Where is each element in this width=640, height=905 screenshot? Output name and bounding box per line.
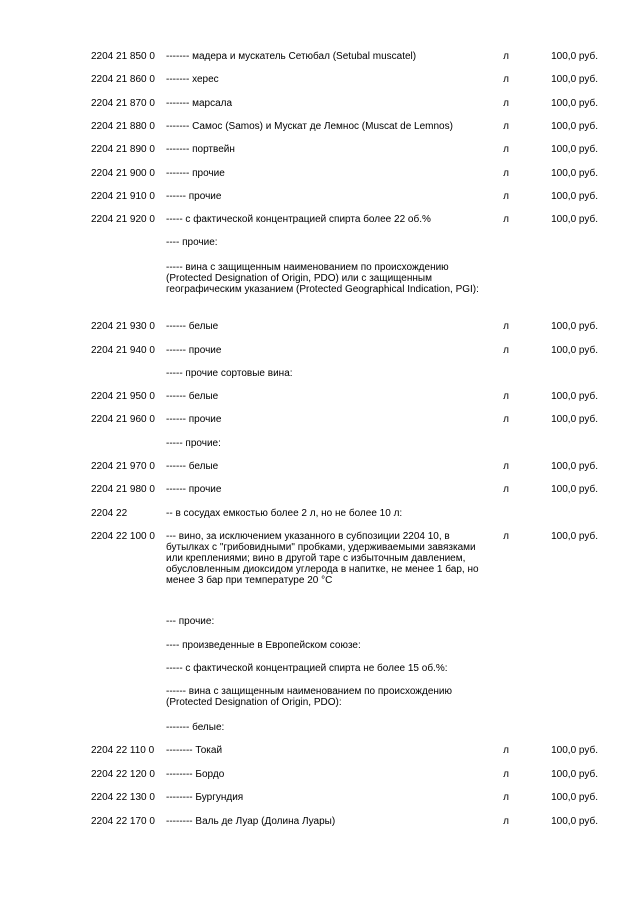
description-cell: ------ белые xyxy=(166,461,219,472)
description-cell: ------ прочие xyxy=(166,191,222,202)
tariff-code-cell: 2204 21 880 0 xyxy=(91,121,155,132)
duty-rate-cell xyxy=(525,508,608,519)
table-row xyxy=(87,792,608,803)
table-row xyxy=(87,74,608,85)
tariff-code-cell xyxy=(87,722,164,733)
duty-rate-cell xyxy=(525,237,608,248)
duty-rate-cell: 100,0 руб. xyxy=(551,51,598,62)
description-cell: -------- Бордо xyxy=(166,769,225,780)
tariff-code-cell: 2204 22 xyxy=(91,508,128,519)
description-cell: ------ белые xyxy=(166,391,219,402)
table-row xyxy=(87,640,608,651)
duty-rate-cell: 100,0 руб. xyxy=(551,816,598,827)
description-cell: ------ прочие xyxy=(166,484,222,495)
duty-rate-cell xyxy=(525,616,608,627)
duty-rate-cell: 100,0 руб. xyxy=(551,121,598,132)
table-row xyxy=(87,191,608,202)
unit-cell: л xyxy=(503,214,509,225)
table-row xyxy=(87,769,608,780)
unit-cell xyxy=(487,640,525,651)
duty-rate-cell: 100,0 руб. xyxy=(551,531,598,542)
table-row xyxy=(87,745,608,756)
unit-cell xyxy=(487,438,525,449)
duty-rate-cell: 100,0 руб. xyxy=(551,461,598,472)
table-row xyxy=(87,531,608,586)
table-row xyxy=(87,508,608,519)
table-row xyxy=(87,214,608,225)
description-cell: ------- белые: xyxy=(166,722,225,733)
unit-cell: л xyxy=(503,121,509,132)
unit-cell xyxy=(487,663,525,674)
duty-rate-cell: 100,0 руб. xyxy=(551,98,598,109)
table-row xyxy=(87,368,608,379)
unit-cell: л xyxy=(503,531,509,542)
table-row xyxy=(87,98,608,109)
tariff-code-cell xyxy=(87,438,164,449)
table-row xyxy=(87,722,608,733)
description-cell: ------- Самос (Samos) и Мускат де Лемнос (Muscat de Lemnos) xyxy=(166,121,453,132)
tariff-code-cell: 2204 21 980 0 xyxy=(91,484,155,495)
unit-cell xyxy=(487,237,525,248)
unit-cell xyxy=(487,722,525,733)
duty-rate-cell: 100,0 руб. xyxy=(551,168,598,179)
tariff-code-cell: 2204 22 100 0 xyxy=(91,531,155,542)
unit-cell: л xyxy=(503,745,509,756)
table-row xyxy=(87,663,608,674)
table-row xyxy=(87,144,608,155)
description-cell: ------- херес xyxy=(166,74,219,85)
duty-rate-cell xyxy=(525,640,608,651)
description-cell: ---- произведенные в Европейском союзе: xyxy=(166,640,361,651)
unit-cell: л xyxy=(503,816,509,827)
description-cell: ---- прочие: xyxy=(166,237,218,248)
tariff-code-cell: 2204 21 870 0 xyxy=(91,98,155,109)
table-row xyxy=(87,321,608,332)
duty-rate-cell: 100,0 руб. xyxy=(551,345,598,356)
table-row xyxy=(87,391,608,402)
table-row xyxy=(87,438,608,449)
duty-rate-cell: 100,0 руб. xyxy=(551,769,598,780)
unit-cell: л xyxy=(503,345,509,356)
table-row xyxy=(87,345,608,356)
description-cell: ------- портвейн xyxy=(166,144,235,155)
duty-rate-cell: 100,0 руб. xyxy=(551,484,598,495)
tariff-code-cell: 2204 21 850 0 xyxy=(91,51,155,62)
table-row xyxy=(87,121,608,132)
tariff-code-cell: 2204 21 960 0 xyxy=(91,414,155,425)
unit-cell: л xyxy=(503,191,509,202)
duty-rate-cell xyxy=(525,663,608,674)
unit-cell: л xyxy=(503,98,509,109)
duty-rate-cell: 100,0 руб. xyxy=(551,74,598,85)
description-cell: -------- Токай xyxy=(166,745,223,756)
description-cell: ------- прочие xyxy=(166,168,225,179)
tariff-code-cell: 2204 21 860 0 xyxy=(91,74,155,85)
description-cell: -------- Бургундия xyxy=(166,792,244,803)
duty-rate-cell: 100,0 руб. xyxy=(551,792,598,803)
tariff-code-cell: 2204 21 890 0 xyxy=(91,144,155,155)
table-row xyxy=(87,414,608,425)
duty-rate-cell: 100,0 руб. xyxy=(551,414,598,425)
unit-cell xyxy=(487,508,525,519)
table-row xyxy=(87,51,608,62)
unit-cell: л xyxy=(503,321,509,332)
tariff-code-cell: 2204 22 170 0 xyxy=(91,816,155,827)
tariff-code-cell: 2204 21 910 0 xyxy=(91,191,155,202)
table-row xyxy=(87,686,608,708)
description-cell: ----- прочие сортовые вина: xyxy=(166,368,293,379)
unit-cell: л xyxy=(503,391,509,402)
tariff-code-cell xyxy=(87,368,164,379)
description-cell: --- прочие: xyxy=(166,616,215,627)
table-row xyxy=(87,616,608,627)
duty-rate-cell xyxy=(525,368,608,379)
unit-cell xyxy=(487,686,525,708)
description-cell: ------ прочие xyxy=(166,414,222,425)
unit-cell: л xyxy=(503,414,509,425)
description-cell: ------- мадера и мускатель Сетюбал (Setubal muscatel) xyxy=(166,51,417,62)
duty-rate-cell: 100,0 руб. xyxy=(551,144,598,155)
description-cell: --- вино, за исключением указанного в субпозиции 2204 10, в бутылках с "грибовидными" пробками, удерживаемыми завязками или креплениями; вино в другой таре с избыточным давлением, обусловленным диоксидом углерода в напитке, не менее 1 бар, но менее 3 бар при температуре 20 °C xyxy=(166,531,479,586)
tariff-code-cell: 2204 22 130 0 xyxy=(91,792,155,803)
unit-cell xyxy=(487,616,525,627)
table-row xyxy=(87,262,608,295)
tariff-code-cell: 2204 22 110 0 xyxy=(91,745,155,756)
description-cell: ------ вина с защищенным наименованием по происхождению (Protected Designation of Origin, PDO): xyxy=(166,686,453,708)
unit-cell: л xyxy=(503,461,509,472)
description-cell: ------ прочие xyxy=(166,345,222,356)
duty-rate-cell xyxy=(525,262,608,295)
description-cell: ----- с фактической концентрацией спирта более 22 об.% xyxy=(166,214,431,225)
tariff-code-cell xyxy=(87,237,164,248)
duty-rate-cell: 100,0 руб. xyxy=(551,391,598,402)
tariff-code-cell: 2204 21 950 0 xyxy=(91,391,155,402)
unit-cell: л xyxy=(503,484,509,495)
unit-cell: л xyxy=(503,74,509,85)
duty-rate-cell: 100,0 руб. xyxy=(551,745,598,756)
tariff-code-cell: 2204 21 970 0 xyxy=(91,461,155,472)
tariff-code-cell: 2204 21 940 0 xyxy=(91,345,155,356)
unit-cell: л xyxy=(503,51,509,62)
description-cell: -------- Валь де Луар (Долина Луары) xyxy=(166,816,336,827)
unit-cell: л xyxy=(503,792,509,803)
tariff-code-cell xyxy=(87,640,164,651)
tariff-code-cell: 2204 22 120 0 xyxy=(91,769,155,780)
tariff-code-cell xyxy=(87,663,164,674)
tariff-code-cell xyxy=(87,686,164,708)
duty-rate-cell: 100,0 руб. xyxy=(551,191,598,202)
unit-cell: л xyxy=(503,769,509,780)
unit-cell: л xyxy=(503,144,509,155)
table-row xyxy=(87,168,608,179)
duty-rate-cell: 100,0 руб. xyxy=(551,214,598,225)
description-cell: -- в сосудах емкостью более 2 л, но не более 10 л: xyxy=(166,508,403,519)
table-row xyxy=(87,816,608,827)
tariff-code-cell xyxy=(87,616,164,627)
tariff-code-cell: 2204 21 930 0 xyxy=(91,321,155,332)
description-cell: ------ белые xyxy=(166,321,219,332)
description-cell: ----- вина с защищенным наименованием по происхождению (Protected Designation of Origin, PDO) или с защищенным географическим указанием (Protected Geographical Indication, PGI): xyxy=(166,262,479,295)
description-cell: ----- с фактической концентрацией спирта не более 15 об.%: xyxy=(166,663,448,674)
tariff-code-cell: 2204 21 920 0 xyxy=(91,214,155,225)
duty-rate-cell xyxy=(525,438,608,449)
unit-cell xyxy=(487,368,525,379)
duty-rate-cell: 100,0 руб. xyxy=(551,321,598,332)
unit-cell xyxy=(487,262,525,295)
table-row xyxy=(87,461,608,472)
table-row xyxy=(87,237,608,248)
description-cell: ------- марсала xyxy=(166,98,233,109)
duty-rate-cell xyxy=(525,722,608,733)
description-cell: ----- прочие: xyxy=(166,438,221,449)
duty-rate-cell xyxy=(525,686,608,708)
table-row xyxy=(87,484,608,495)
unit-cell: л xyxy=(503,168,509,179)
tariff-code-cell: 2204 21 900 0 xyxy=(91,168,155,179)
tariff-code-cell xyxy=(87,262,164,295)
